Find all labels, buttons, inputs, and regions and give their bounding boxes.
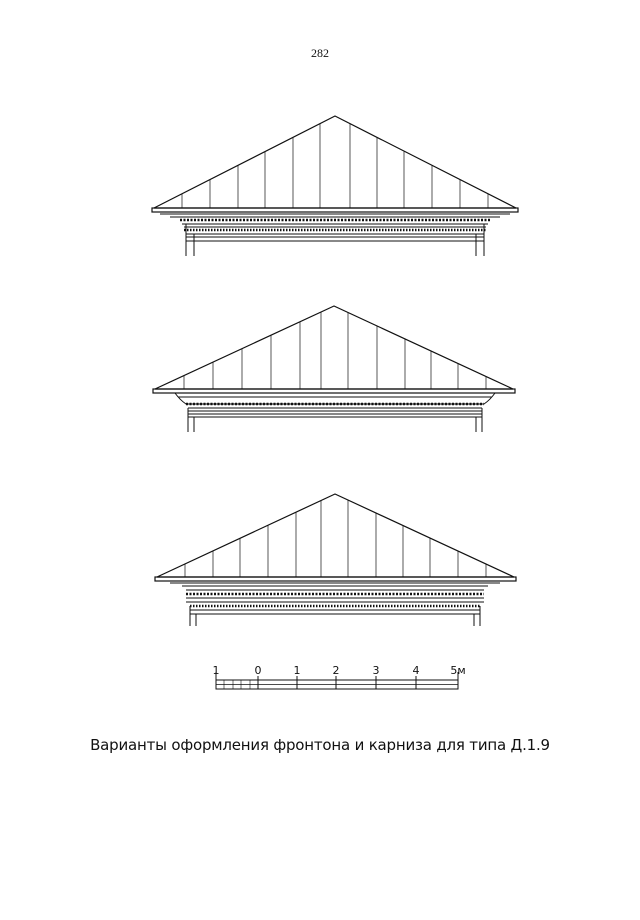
page-number: 282	[311, 46, 329, 60]
pediment-2-pilasters	[188, 408, 482, 432]
pediment-3-cornice	[155, 577, 516, 614]
scale-label-4: 4	[412, 664, 420, 677]
pediment-1-cornice	[152, 208, 518, 241]
scale-label-2: 2	[332, 664, 340, 677]
pediment-1-gable	[154, 116, 516, 208]
scale-label-minus-1: 1	[212, 664, 220, 677]
figure-caption: Варианты оформления фронтона и карниза для типа Д.1.9	[90, 736, 550, 754]
pediment-variant-3	[155, 494, 516, 626]
pediment-2-tympanum-lines	[184, 312, 486, 389]
pediment-variant-1	[152, 116, 518, 256]
scale-label-5m: 5м	[450, 664, 466, 677]
scale-label-0: 0	[254, 664, 262, 677]
scale-label-1: 1	[293, 664, 301, 677]
pediment-variant-2	[153, 306, 515, 432]
pediment-2-gable	[155, 306, 513, 389]
scale-label-3: 3	[372, 664, 380, 677]
pediment-2-cornice	[153, 389, 515, 417]
pediment-3-pilasters	[190, 606, 480, 626]
pediment-1-tympanum-lines	[182, 124, 488, 208]
pediment-3-gable	[157, 494, 514, 577]
pediment-3-tympanum-lines	[185, 500, 486, 577]
